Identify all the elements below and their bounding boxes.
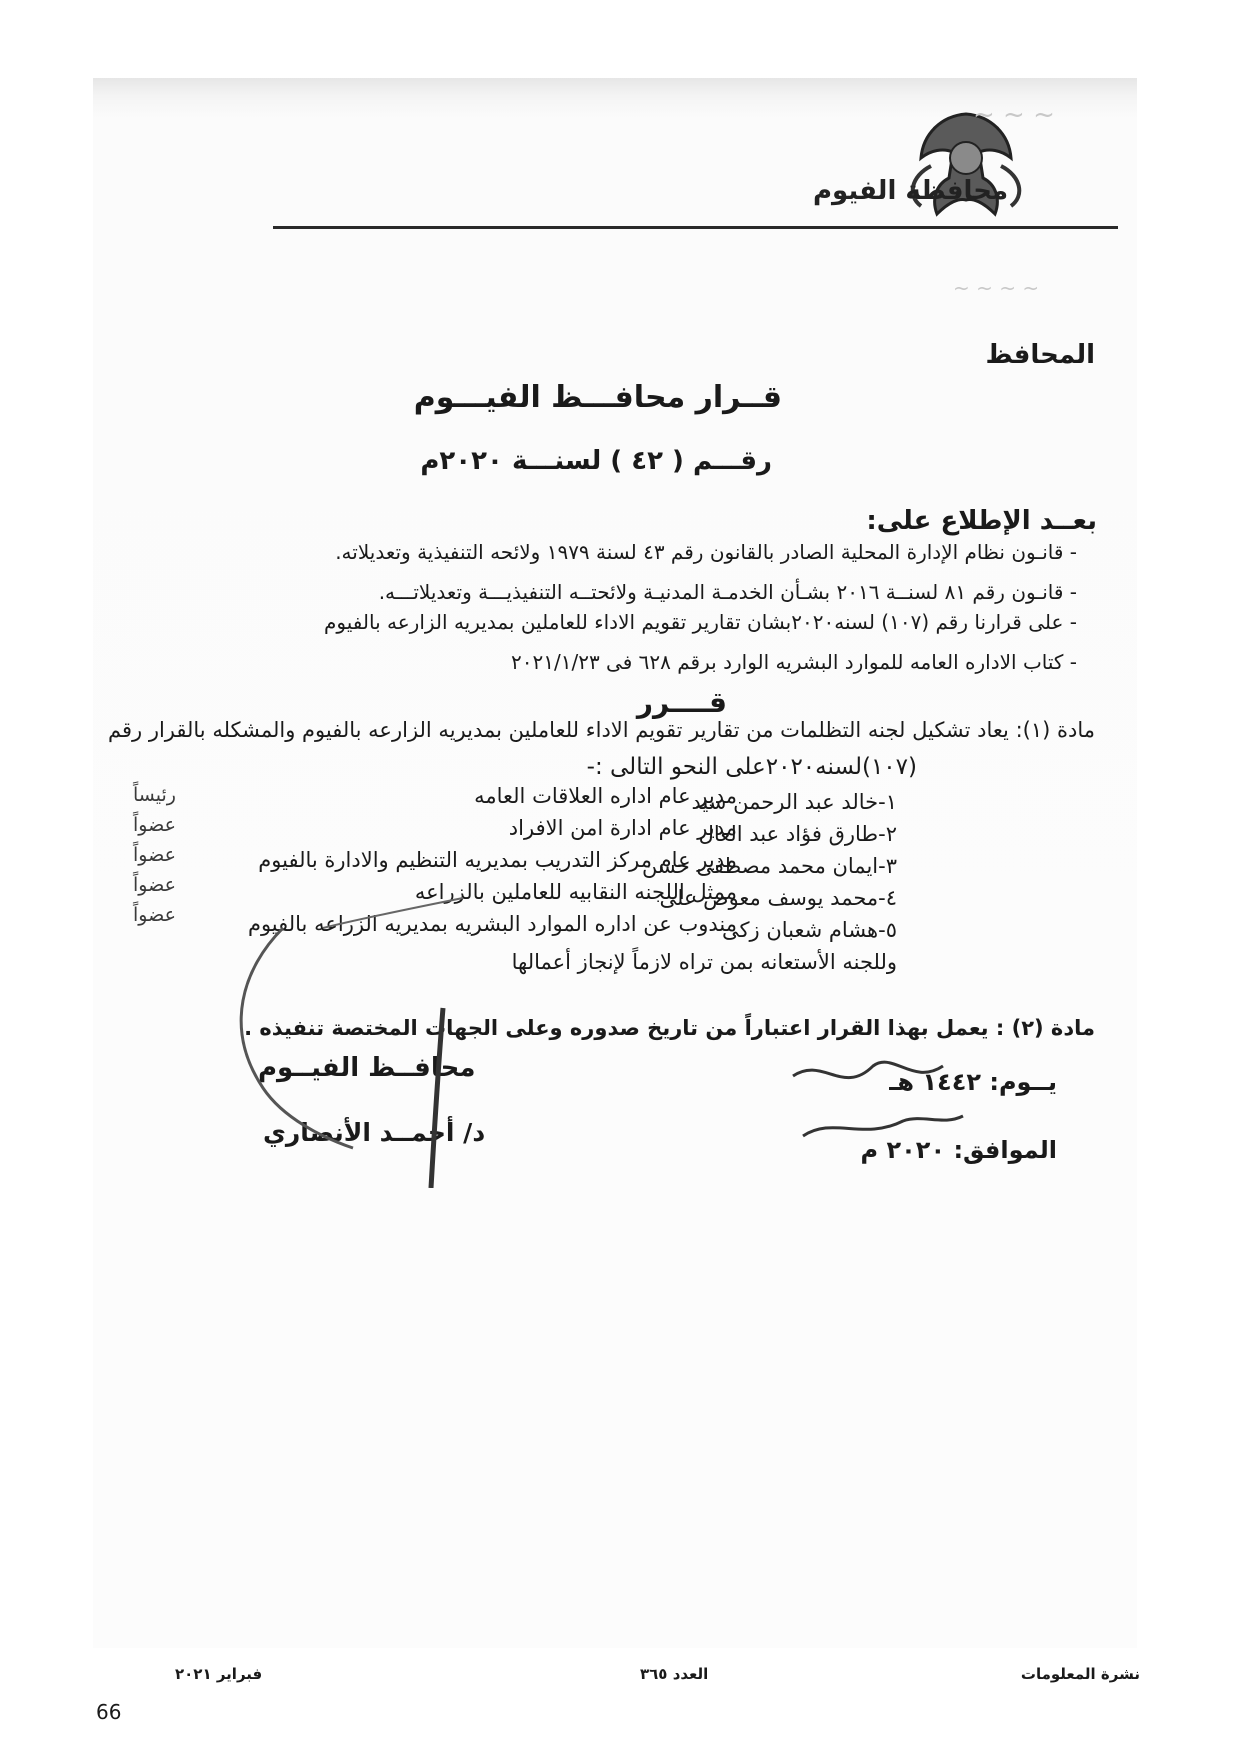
date-hijri: يــوم: ١٤٤٢ هـ	[889, 1068, 1057, 1096]
member-name: ٢-طارق فؤاد عبد العال	[698, 822, 897, 846]
signature-mark	[203, 888, 486, 1188]
seal-text: محافظة الفيوم	[813, 176, 1009, 206]
preamble-item: - قانـون رقم ٨١ لسنــة ٢٠١٦ بشـأن الخدمـة المدنيـة ولائحتــه التنفيذيـــة وتعديلاتـــه.	[378, 580, 1077, 604]
member-name: ١-خالد عبد الرحمن سيد	[691, 790, 897, 814]
preamble-item: - على قرارنا رقم (١٠٧) لسنه٢٠٢٠بشان تقارير تقويم الاداء للعاملين بمديريه الزارعه بالفيوم	[324, 610, 1077, 634]
member-name: ٤-محمد يوسف معوض على	[659, 886, 897, 910]
article-1-continued: (١٠٧)لسنه٢٠٢٠على النحو التالى :-	[586, 754, 917, 780]
member-role: عضواً	[133, 844, 176, 866]
preamble-item: - قانـون نظام الإدارة المحلية الصادر بالقانون رقم ٤٣ لسنة ١٩٧٩ ولائحه التنفيذية وتعديلاته.	[335, 540, 1077, 564]
preamble-heading: بعــد الإطلاع على:	[866, 506, 1097, 536]
member-position: مدير عام ادارة امن الافراد	[508, 816, 737, 840]
decree-number: رقـــم ( ٤٢ ) لسنـــة ٢٠٢٠م	[420, 446, 772, 476]
office-label: المحافظ	[985, 340, 1095, 370]
decides-heading: قــــرر	[636, 686, 727, 719]
page-number: 66	[96, 1700, 122, 1724]
member-name: ٣-ايمان محمد مصطفى حسن	[641, 854, 897, 878]
date-gregorian: الموافق: ٢٠٢٠ م	[860, 1136, 1057, 1164]
member-role: عضواً	[133, 904, 176, 926]
decree-title: قــرار محافـــظ الفيـــوم	[413, 380, 782, 415]
member-role: عضواً	[133, 874, 176, 896]
preamble-item: - كتاب الاداره العامه للموارد البشريه الوارد برقم ٦٢٨ فى ٢٠٢١/١/٢٣	[511, 650, 1077, 674]
footer-issue: العدد ٣٦٥	[640, 1665, 709, 1683]
scanned-document	[93, 78, 1137, 1648]
date-scribble	[783, 1046, 983, 1146]
member-position: مدير عام مركز التدريب بمديريه التنظيم والادارة بالفيوم	[258, 848, 737, 872]
member-role: عضواً	[133, 814, 176, 836]
member-name: ٥-هشام شعبان زكى	[722, 918, 897, 942]
footer-publication: نشرة المعلومات	[1020, 1665, 1140, 1683]
member-position: ممثل اللجنه النقابيه للعاملين بالزراعه	[414, 880, 737, 904]
faint-marks-2: ~ ~ ~ ~	[953, 276, 1040, 300]
governor-name: د/ أحمــد الأنصاري	[263, 1118, 486, 1147]
article-1: مادة (١): يعاد تشكيل لجنه التظلمات من تقارير تقويم الاداء للعاملين بمديريه الزارعه بالفيوم والمشكله بالقرار رقم	[107, 718, 1095, 742]
member-position: مندوب عن اداره الموارد البشريه بمديريه الزراعه بالفيوم	[247, 912, 737, 936]
member-role: رئيساً	[133, 784, 176, 806]
member-position: مدير عام اداره العلاقات العامه	[474, 784, 737, 808]
header-rule	[273, 226, 1118, 229]
assistance-note: وللجنه الأستعانه بمن تراه لازماً لإنجاز أعمالها	[511, 950, 897, 974]
faint-marks: ~ ~ ~	[973, 100, 1055, 130]
article-2: مادة (٢) : يعمل بهذا القرار اعتباراً من تاريخ صدوره وعلى الجهات المختصة تنفيذه .	[244, 1016, 1095, 1040]
footer-date: فبراير ٢٠٢١	[175, 1665, 263, 1683]
governor-title: محافــظ الفيــوم	[258, 1053, 476, 1083]
